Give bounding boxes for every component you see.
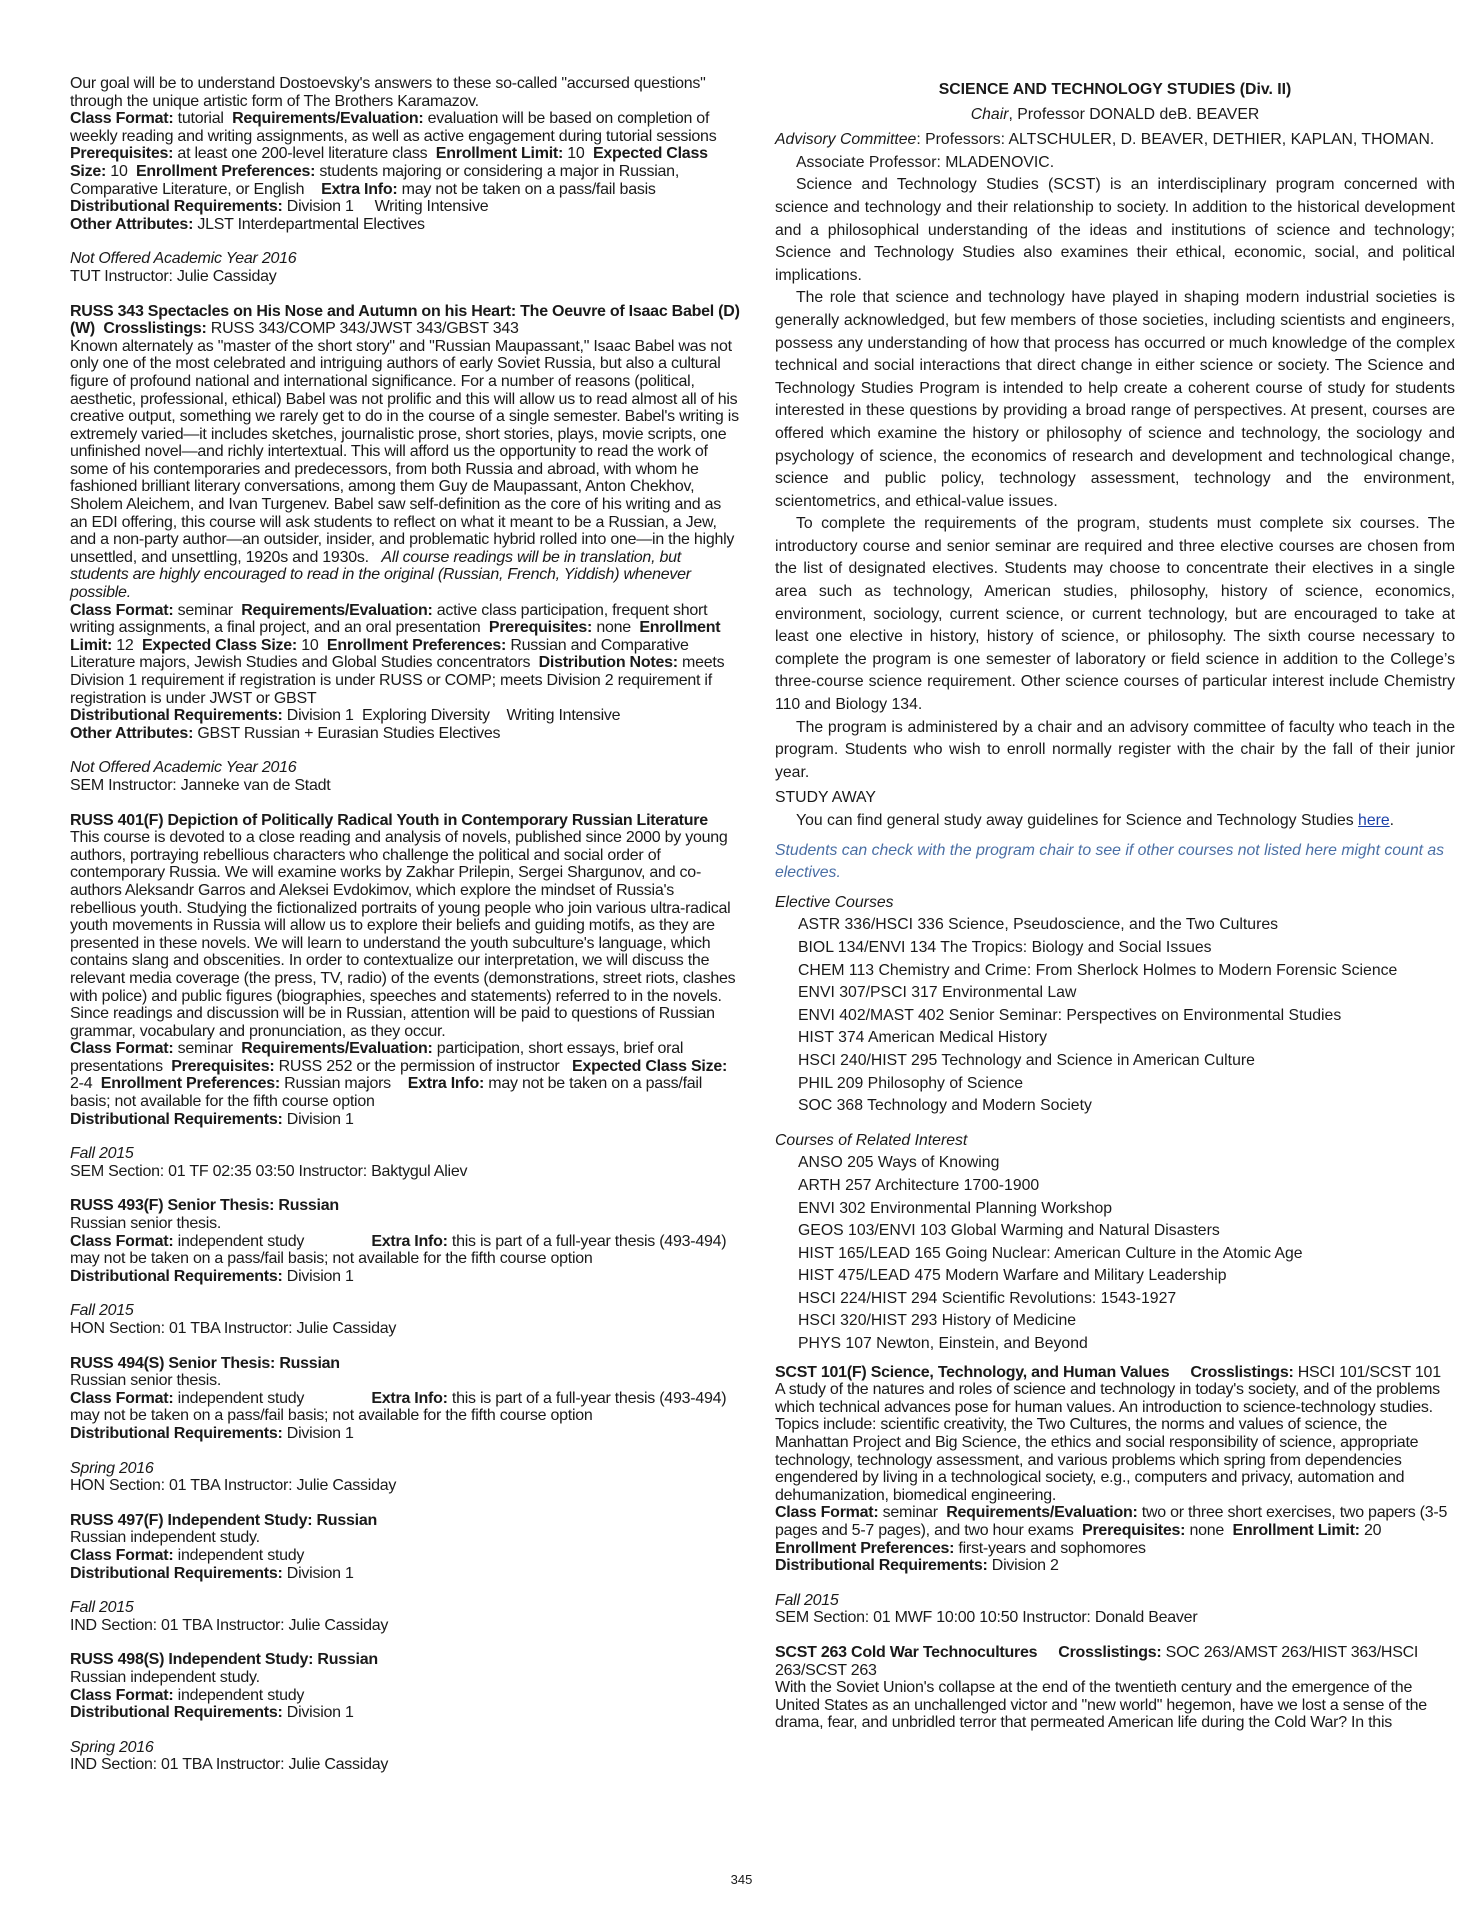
term: Fall 2015 bbox=[70, 1302, 134, 1320]
advisory-committee: Advisory Committee: Professors: ALTSCHULER, D. BEAVER, DETHIER, KAPLAN, THOMAN. bbox=[775, 131, 1435, 149]
course-description: Russian senior thesis. bbox=[70, 1372, 222, 1390]
course-description: Russian senior thesis. bbox=[70, 1215, 222, 1233]
course-list-item: BIOL 134/ENVI 134 The Tropics: Biology and Social Issues bbox=[798, 938, 1212, 956]
course-title: RUSS 493(F) Senior Thesis: Russian bbox=[70, 1197, 339, 1215]
course-intro: Our goal will be to understand Dostoevsky's answers to these so-called "accursed questions" through the unique artistic form of The Brothers Karamazov. bbox=[70, 75, 706, 110]
program-paragraph: Science and Technology Studies (SCST) is an interdisciplinary program concerned with science and technology and their relationship to society. In addition to the historical development and a philosophical understanding of the ideas and institutions of science and technology; Science and Technology Studies also examines their ethical, economic, social, and political implications. bbox=[775, 176, 1455, 284]
course-title: RUSS 401(F) Depiction of Politically Radical Youth in Contemporary Russian Literature bbox=[70, 811, 708, 829]
course-list-item: HIST 374 American Medical History bbox=[798, 1029, 1048, 1047]
course-details: Class Format: independent study Extra Info: this is part of a full-year thesis (493-494) may not be taken on a pass/fail basis; not available for the fifth course option bbox=[70, 1389, 727, 1425]
department-heading: SCIENCE AND TECHNOLOGY STUDIES (Div. II) bbox=[938, 81, 1292, 98]
related-courses-heading: Courses of Related Interest bbox=[775, 1131, 968, 1149]
course-list-item: ASTR 336/HSCI 336 Science, Pseudoscience, and the Two Cultures bbox=[798, 916, 1279, 934]
course-description: Russian independent study. bbox=[70, 1529, 260, 1547]
course-description: A study of the natures and roles of science and technology in today's society, and of the problems which technical advances pose for human values. An introduction to science-technology studies. Topics include: scientific creativity, the Two Cultures, the norms and values of science, the Manhattan Project and Big Science, the ethics and social responsibility of science, appropriate technology, technology assessment, and various problems which spring from dependencies engendered by living in a technological society, e.g., computers and privacy, automation and dehumanization, biomedical engineering. bbox=[775, 1381, 1440, 1504]
section-info: SEM Section: 01 TF 02:35 03:50 Instructor: Baktygul Aliev bbox=[70, 1162, 468, 1180]
right-column: SCIENCE AND TECHNOLOGY STUDIES (Div. II) Chair, Professor DONALD deB. BEAVER Advisory Committee: Professors: ALTSCHULER, D. BEAVER, DETHIER, KAPLAN, THOMAN. Associate Professor: MLADENOVIC. Science and Technology Studies (SCST) is an interdisciplinary program concerned with science and technology and their relationship to society. In addition to the historical development and a philosophical understanding of the ideas and institutions of science and technology; Science and Technology Studies also examines their ethical, economic, social, and political implications. The role that science and technology have played in shaping modern industrial societies is generally acknowledged, but few members of those societies, including scientists and engineers, possess any understanding of how that process has occurred or much knowledge of the complex technical and social interactions that direct change in either science or society. The Science and Technology Studies Program is intended to help create a coherent course of study for students interested in these questions by providing a broad range of perspectives. At present, courses are offered which examine the history or philosophy of science and technology, the sociology and psychology of science, the economics of research and development and technological change, science and public policy, technology assessment, technology and the environment, scientometrics, and ethical-value issues. To complete the requirements of the program, students must complete six courses. The introductory course and senior seminar are required and three elective courses are chosen from the list of designated electives. Students may choose to concentrate their electives in a single area such as technology, American studies, philosophy, history of science, economics, environment, sociology, current science, or current technology, but are encouraged to take at least one elective in history, history of science, or philosophy. The sixth course necessary to complete the program is one semester of laboratory or field science in addition to the College’s three-course science requirement. Other science courses of particular interest include Chemistry 110 and Biology 134. The program is administered by a chair and an advisory committee of faculty who teach in the program. Students who wish to enroll normally register with the chair by the fall of their junior year. STUDY AWAY You can find general study away guidelines for Science and Technology Studies here. Students can check with the program chair to see if other courses not listed here might count as electives. Elective Courses ASTR 336/HSCI 336 Science, Pseudoscience, and the Two Cultures BIOL 134/ENVI 134 The Tropics: Biology and Social Issues CHEM 113 Chemistry and Crime: From Sherlock Holmes to Modern Forensic Science ENVI 307/PSCI 317 Environmental Law ENVI 402/MAST 402 Senior Seminar: Perspectives on Environmental Studies HIST 374 American Medical History HSCI 240/HIST 295 Technology and Science in American Culture PHIL 209 Philosophy of Science SOC 368 Technology and Modern Society Courses of Related Interest ANSO 205 Ways of Knowing ARTH 257 Architecture 1700-1900 ENVI 302 Environmental Planning Workshop GEOS 103/ENVI 103 Global Warming and Natural Disasters HIST 165/LEAD 165 Going Nuclear: American Culture in the Atomic Age HIST 475/LEAD 475 Modern Warfare and Military Leadership HSCI 224/HIST 294 Scientific Revolutions: 1543-1927 HSCI 320/HIST 293 History of Medicine PHYS 107 Newton, Einstein, and Beyond SCST 101(F) Science, Technology, and Human Values Crosslistings: HSCI 101/SCST 101 A study of the natures and roles of science and technology in today's society, and of the problems which technical advances pose for human values. An introduction to science-technology studies. Topics include: scientific creativity, the Two Cultures, the norms and values of science, the Manhattan Project and Big Science, the ethics and social responsibility of science, appropriate technology, technology assessment, and various problems which spring from dependencies engendered by living in a technological society, e.g., computers and privacy, automation and dehumanization, biomedical engineering. Class Format: seminar Requirements/Evaluation: two or three short exercises, two papers (3-5 pages and 5-7 pages), and two hour exams Prerequisites: none Enrollment Limit: 20 Enrollment Preferences: first-years and sophomores Distributional Requirements: Division 2 Fall 2015 SEM Section: 01 MWF 10:00 10:50 Instructor: Donald Beaver SCST 263 Cold War Technocultures Crosslistings: SOC 263/AMST 263/HIST 363/HSCI 263/SCST 263 With the Soviet Union's collapse at the end of the twentieth century and the emergence of the United States as an unchallenged victor and "new world" hegemon, have we lost a sense of the drama, fear, and unbridled terror that permeated American life during the Cold War? In this bbox=[775, 81, 1455, 1732]
program-paragraph: The program is administered by a chair and an advisory committee of faculty who teach in the program. Students who wish to enroll normally register with the chair by the fall of their junior year. bbox=[775, 718, 1455, 781]
term: Not Offered Academic Year 2016 bbox=[70, 759, 297, 777]
term: Fall 2015 bbox=[70, 1145, 134, 1163]
course-description: Russian independent study. bbox=[70, 1668, 260, 1686]
related-list bbox=[775, 1152, 1455, 1355]
section-info: IND Section: 01 TBA Instructor: Julie Cassiday bbox=[70, 1756, 389, 1774]
term: Fall 2015 bbox=[70, 1599, 134, 1617]
course-details: Class Format: seminar Requirements/Evaluation: two or three short exercises, two papers (3-5 pages and 5-7 pages), and two hour exams Prerequisites: none Enrollment Limit: 20 Enrollment Preferences: first-years and sophomores bbox=[775, 1504, 1448, 1557]
course-list-item: ENVI 307/PSCI 317 Environmental Law bbox=[798, 984, 1077, 1002]
study-away-link[interactable]: here bbox=[1358, 812, 1390, 829]
course-list-item: CHEM 113 Chemistry and Crime: From Sherlock Holmes to Modern Forensic Science bbox=[798, 961, 1398, 979]
section-info: HON Section: 01 TBA Instructor: Julie Cassiday bbox=[70, 1477, 397, 1495]
elective-courses-heading: Elective Courses bbox=[775, 893, 894, 911]
page-number: 345 bbox=[730, 1872, 753, 1887]
course-list-item: PHYS 107 Newton, Einstein, and Beyond bbox=[798, 1335, 1088, 1353]
elective-note: Students can check with the program chair to see if other courses not listed here might count as electives. bbox=[775, 841, 1445, 882]
course-details: Class Format: tutorial Requirements/Evaluation: evaluation will be based on completion of weekly reading and writing assignments, as well as active engagement during tutorial sessions Prerequisites: at least one 200-level literature class Enrollment Limit: 10 Expected Class Size: 10 Enrollment Preferences: students majoring or considering a major in Russian, Comparative Literature, or English Extra Info: may not be taken on a pass/fail basis bbox=[70, 110, 717, 198]
section-info: IND Section: 01 TBA Instructor: Julie Cassiday bbox=[70, 1616, 389, 1634]
study-away-heading: STUDY AWAY bbox=[775, 789, 876, 807]
course-title: RUSS 343 Spectacles on His Nose and Autumn on his Heart: The Oeuvre of Isaac Babel (D) (W) Crosslistings: RUSS 343/COMP 343/JWST 343/GBST 343 bbox=[70, 302, 740, 338]
term: Not Offered Academic Year 2016 bbox=[70, 250, 297, 268]
section-info: HON Section: 01 TBA Instructor: Julie Cassiday bbox=[70, 1320, 397, 1337]
term: Fall 2015 bbox=[775, 1591, 839, 1609]
course-list-item: HIST 475/LEAD 475 Modern Warfare and Military Leadership bbox=[798, 1267, 1227, 1285]
course-list-item: HIST 165/LEAD 165 Going Nuclear: American Culture in the Atomic Age bbox=[798, 1244, 1303, 1262]
study-away-text: You can find general study away guidelines for Science and Technology Studies here. bbox=[796, 812, 1395, 829]
chair-line: Chair, Professor DONALD deB. BEAVER bbox=[970, 105, 1260, 123]
section-info: SEM Instructor: Janneke van de Stadt bbox=[70, 776, 331, 794]
course-description: This course is devoted to a close reading and analysis of novels, published since 2000 by young authors, portraying rebellious characters who challenge the political and social order of contemporary Russia. We will examine works by Zakhar Prilepin, Sergei Shargunov, and co-authors Aleksandr Garros and Aleksei Evdokimov, which explore the mindset of Russia's rebellious youth. Studying the fictionalized portraits of young people who join various ultra-radical youth movements in Russia will allow us to explore their beliefs and guiding motifs, as they are presented in these novels. We will learn to understand the youth subculture's language, which contains slang and obscenities. In order to contextualize our interpretation, we will discuss the relevant media coverage (the press, TV, radio) of the events (demonstrations, street riots, clashes with police) and public figures (biographies, speeches and statements) referred to in the novels. Since readings and discussion will be in Russian, attention will be paid to questions of Russian grammar, vocabulary and pronunciation, as they occur. bbox=[70, 829, 736, 1040]
course-title: RUSS 494(S) Senior Thesis: Russian bbox=[70, 1354, 340, 1372]
course-list-item: GEOS 103/ENVI 103 Global Warming and Natural Disasters bbox=[798, 1222, 1220, 1240]
course-details: Class Format: seminar Requirements/Evaluation: participation, short essays, brief oral presentations Prerequisites: RUSS 252 or the permission of instructor Expected Class Size: 2-4 Enrollment Preferences: Russian majors Extra Info: may not be taken on a pass/fail basis; not available for the fifth course option bbox=[70, 1040, 728, 1111]
course-details: Class Format: independent study Extra Info: this is part of a full-year thesis (493-494) may not be taken on a pass/fail basis; not available for the fifth course option bbox=[70, 1232, 727, 1268]
course-list-item: PHIL 209 Philosophy of Science bbox=[798, 1074, 1024, 1092]
course-description: With the Soviet Union's collapse at the end of the twentieth century and the emergence of the United States as an unchallenged victor and "new world" hegemon, have we lost a sense of the drama, fear, and unbridled terror that permeated American life during the Cold War? In this bbox=[775, 1679, 1427, 1732]
term: Spring 2016 bbox=[70, 1459, 154, 1477]
course-title: RUSS 498(S) Independent Study: Russian bbox=[70, 1651, 378, 1669]
left-column: Our goal will be to understand Dostoevsky's answers to these so-called "accursed questions" through the unique artistic form of The Brothers Karamazov. Class Format: tutorial Requirements/Evaluation: evaluation will be based on completion of weekly reading and writing assignments, as well as active engagement during tutorial sessions Prerequisites: at least one 200-level literature class Enrollment Limit: 10 Expected Class Size: 10 Enrollment Preferences: students majoring or considering a major in Russian, Comparative Literature, or English Extra Info: may not be taken on a pass/fail basis Distributional Requirements: Division 1 Writing Intensive Other Attributes: JLST Interdepartmental Electives Not Offered Academic Year 2016 TUT Instructor: Julie Cassiday RUSS 343 Spectacles on His Nose and Autumn on his Heart: The Oeuvre of Isaac Babel (D) (W) Crosslistings: RUSS 343/COMP 343/JWST 343/GBST 343 Known alternately as "master of the short story" and "Russian Maupassant," Isaac Babel was not only one of the most celebrated and intriguing authors of early Soviet Russia, but also a cultural figure of profound national and international significance. For a number of reasons (political, aesthetic, professional, ethical) Babel was not prolific and this will allow us to read almost all of his creative output, something we rarely get to do in the course of a single semester. Babel's writing is extremely varied—it includes sketches, journalistic prose, short stories, plays, movie scripts, one unfinished novel—and richly intertextual. This will afford us the opportunity to read the work of some of his contemporaries and predecessors, from both Russia and abroad, with whom he fashioned brilliant literary conversations, among them Guy de Maupassant, Anton Chekhov, Sholem Aleichem, and Ivan Turgenev. Babel saw self-definition as the core of his writing and as an EDI offering, this course will ask students to reflect on what it meant to be a Russian, a Jew, and a non-party author—an outsider, insider, and problematic hybrid rolled into one—in the highly unsettled, and unsettling, 1920s and 1930s. All course readings will be in translation, but students are highly encouraged to read in the original (Russian, French, Yiddish) whenever possible. Class Format: seminar Requirements/Evaluation: active class participation, frequent short writing assignments, a final project, and an oral presentation Prerequisites: none Enrollment Limit: 12 Expected Class Size: 10 Enrollment Preferences: Russian and Comparative Literature majors, Jewish Studies and Global Studies concentrators Distribution Notes: meets Division 1 requirement if registration is under RUSS or COMP; meets Division 2 requirement if registration is under JWST or GBST Distributional Requirements: Division 1 Exploring Diversity Writing Intensive Other Attributes: GBST Russian + Eurasian Studies Electives Not Offered Academic Year 2016 SEM Instructor: Janneke van de Stadt RUSS 401(F) Depiction of Politically Radical Youth in Contemporary Russian Literature This course is devoted to a close reading and analysis of novels, published since 2000 by young authors, portraying rebellious characters who challenge the political and social order of contemporary Russia. We will examine works by Zakhar Prilepin, Sergei Shargunov, and co-authors Aleksandr Garros and Aleksei Evdokimov, which explore the mindset of Russia's rebellious youth. Studying the fictionalized portraits of young people who join various ultra-radical youth movements in Russia will allow us to explore their beliefs and guiding motifs, as they are presented in these novels. We will learn to understand the youth subculture's language, which contains slang and obscenities. In order to contextualize our interpretation, we will discuss the relevant media coverage (the press, TV, radio) of the events (demonstrations, street riots, clashes with police) and public figures (biographies, speeches and statements) referred to in the novels. Since readings and discussion will be in Russian, attention will be paid to questions of Russian grammar, vocabulary and pronunciation, as they occur. Class Format: seminar Requirements/Evaluation: participation, short essays, brief oral presentations Prerequisites: RUSS 252 or the permission of instructor Expected Class Size: 2-4 Enrollment Preferences: Russian majors Extra Info: may not be taken on a pass/fail basis; not available for the fifth course option Distributional Requirements: Division 1 Fall 2015 SEM Section: 01 TF 02:35 03:50 Instructor: Baktygul Aliev RUSS 493(F) Senior Thesis: Russian Russian senior thesis. Class Format: independent study Extra Info: this is part of a full-year thesis (493-494) may not be taken on a pass/fail basis; not available for the fifth course option Distributional Requirements: Division 1 Fall 2015 HON Section: 01 TBA Instructor: Julie Cassiday RUSS 494(S) Senior Thesis: Russian Russian senior thesis. Class Format: independent study Extra Info: this is part of a full-year thesis (493-494) may not be taken on a pass/fail basis; not available for the fifth course option Distributional Requirements: Division 1 Spring 2016 HON Section: 01 TBA Instructor: Julie Cassiday RUSS 497(F) Independent Study: Russian Russian independent study. Class Format: independent study Distributional Requirements: Division 1 Fall 2015 IND Section: 01 TBA Instructor: Julie Cassiday RUSS 498(S) Independent Study: Russian Russian independent study. Class Format: independent study Distributional Requirements: Division 1 Spring 2016 IND Section: 01 TBA Instructor: Julie Cassiday bbox=[70, 75, 740, 1774]
course-title: SCST 101(F) Science, Technology, and Human Values Crosslistings: HSCI 101/SCST 101 bbox=[775, 1363, 1441, 1381]
course-list-item: HSCI 240/HIST 295 Technology and Science in American Culture bbox=[798, 1051, 1255, 1069]
course-description: Known alternately as "master of the short story" and "Russian Maupassant," Isaac Babel was not only one of the most celebrated and intriguing authors of early Soviet Russia, but also a cultural figure of profound national and international significance. For a number of reasons (political, aesthetic, professional, ethical) Babel was not prolific and this will allow us to read almost all of his creative output, something we rarely get to do in the course of a single semester. Babel's writing is extremely varied—it includes sketches, journalistic prose, short stories, plays, movie scripts, one unfinished novel—and richly intertextual. This will afford us the opportunity to read the work of some of his contemporaries and predecessors, from both Russia and abroad, with whom he fashioned brilliant literary conversations, among them Guy de Maupassant, Anton Chekhov, Sholem Aleichem, and Ivan Turgenev. Babel saw self-definition as the core of his writing and as an EDI offering, this course will ask students to reflect on what it meant to be a Russian, a Jew, and a non-party author—an outsider, insider, and problematic hybrid rolled into one—in the highly unsettled, and unsettling, 1920s and 1930s. All course readings will be in translation, but students are highly encouraged to read in the original (Russian, French, Yiddish) whenever possible. bbox=[70, 337, 739, 602]
course-list-item: HSCI 320/HIST 293 History of Medicine bbox=[798, 1312, 1077, 1330]
course-list-item: ENVI 302 Environmental Planning Workshop bbox=[798, 1199, 1113, 1217]
course-list-item: ARTH 257 Architecture 1700-1900 bbox=[798, 1176, 1040, 1194]
course-list-item: ANSO 205 Ways of Knowing bbox=[798, 1154, 1000, 1172]
course-title: RUSS 497(F) Independent Study: Russian bbox=[70, 1511, 377, 1529]
course-title: SCST 263 Cold War Technocultures Crosslistings: SOC 263/AMST 263/HIST 363/HSCI 263/SCST 263 bbox=[775, 1643, 1419, 1679]
section-info: SEM Section: 01 MWF 10:00 10:50 Instructor: Donald Beaver bbox=[775, 1609, 1198, 1627]
elective-list bbox=[775, 914, 1455, 1117]
section-info: TUT Instructor: Julie Cassiday bbox=[70, 267, 277, 285]
term: Spring 2016 bbox=[70, 1738, 154, 1756]
program-paragraph: To complete the requirements of the program, students must complete six courses. The introductory course and senior seminar are required and three elective courses are chosen from the list of designated electives. Students may choose to concentrate their electives in a single area such as technology, American studies, philosophy, history of science, economics, environment, sociology, current science, or current technology, but are encouraged to take at least one elective in history, history of science, or philosophy. The sixth course necessary to complete the program is one semester of laboratory or field science in addition to the College’s three-course science requirement. Other science courses of particular interest include Chemistry 110 and Biology 134. bbox=[775, 515, 1455, 714]
course-details: Class Format: seminar Requirements/Evaluation: active class participation, frequent short writing assignments, a final project, and an oral presentation Prerequisites: none Enrollment Limit: 12 Expected Class Size: 10 Enrollment Preferences: Russian and Comparative Literature majors, Jewish Studies and Global Studies concentrators Distribution Notes: meets Division 1 requirement if registration is under RUSS or COMP; meets Division 2 requirement if registration is under JWST or GBST bbox=[70, 601, 725, 707]
program-paragraph: The role that science and technology have played in shaping modern industrial societies is generally acknowledged, but few members of those societies, including scientists and engineers, possess any understanding of how that process has occurred or much knowledge of the complex technical and social interactions that direct change in either science or society. The Science and Technology Studies Program is intended to help create a coherent course of study for students interested in these questions by providing a broad range of perspectives. At present, courses are offered which examine the history or philosophy of science and technology, the sociology and psychology of science, the economics of research and development and technological change, science and public policy, technology assessment, technology and the environment, scientometrics, and ethical-value issues. bbox=[775, 289, 1455, 510]
course-list-item: SOC 368 Technology and Modern Society bbox=[798, 1097, 1092, 1115]
course-list-item: ENVI 402/MAST 402 Senior Seminar: Perspectives on Environmental Studies bbox=[798, 1006, 1342, 1024]
course-list-item: HSCI 224/HIST 294 Scientific Revolutions: 1543-1927 bbox=[798, 1289, 1177, 1307]
